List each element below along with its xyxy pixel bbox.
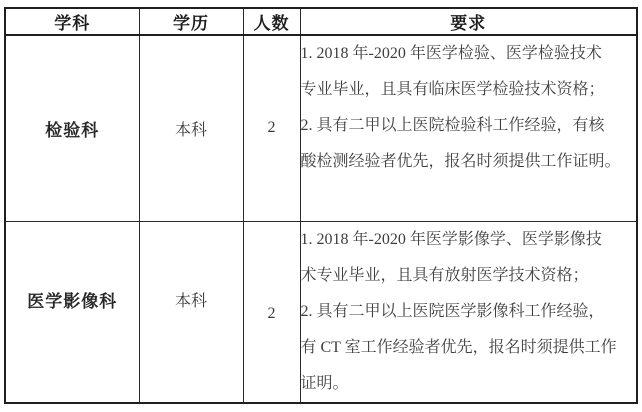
requirement-line: 专业毕业，且具有临床医学检验技术资格； bbox=[300, 81, 605, 98]
requirement-line: 有 CT 室工作经验者优先，报名时须提供工作 bbox=[300, 338, 617, 356]
subject-cell: 检验科 bbox=[5, 35, 139, 221]
table-row-lab-dept bbox=[5, 35, 637, 221]
requirement-line: 2. 具有二甲以上医院医学影像科工作经验， bbox=[300, 302, 605, 320]
requirement-line: 1. 2018 年-2020 年医学影像学、医学影像技 bbox=[300, 230, 602, 248]
header-requirements: 要求 bbox=[300, 8, 637, 35]
header-subject: 学科 bbox=[5, 8, 139, 35]
recruitment-table bbox=[4, 7, 638, 404]
header-row bbox=[5, 8, 637, 35]
education-cell: 本科 bbox=[139, 35, 243, 221]
requirement-line: 2. 具有二甲以上医院检验科工作经验，有核 bbox=[300, 117, 605, 134]
count-label: 2 bbox=[267, 304, 276, 322]
requirement-line: 酸检测经验者优先，报名时须提供工作证明。 bbox=[300, 153, 621, 170]
requirements-cell bbox=[300, 35, 637, 221]
subject-cell bbox=[5, 221, 139, 403]
header-count: 人数 bbox=[243, 8, 300, 35]
requirement-line: 证明。 bbox=[300, 374, 349, 392]
count-cell: 2 bbox=[243, 35, 300, 221]
subject-label: 医学影像科 bbox=[27, 292, 118, 311]
requirements-cell bbox=[300, 221, 637, 403]
requirement-line: 1. 2018 年-2020 年医学检验、医学检验技术 bbox=[300, 45, 602, 62]
requirement-line: 术专业毕业，且具有放射医学技术资格； bbox=[300, 266, 589, 284]
education-label: 本科 bbox=[174, 293, 207, 310]
education-cell bbox=[139, 221, 243, 403]
header-education: 学历 bbox=[139, 8, 243, 35]
count-cell bbox=[243, 221, 300, 403]
table-row-imaging-dept bbox=[5, 221, 637, 403]
